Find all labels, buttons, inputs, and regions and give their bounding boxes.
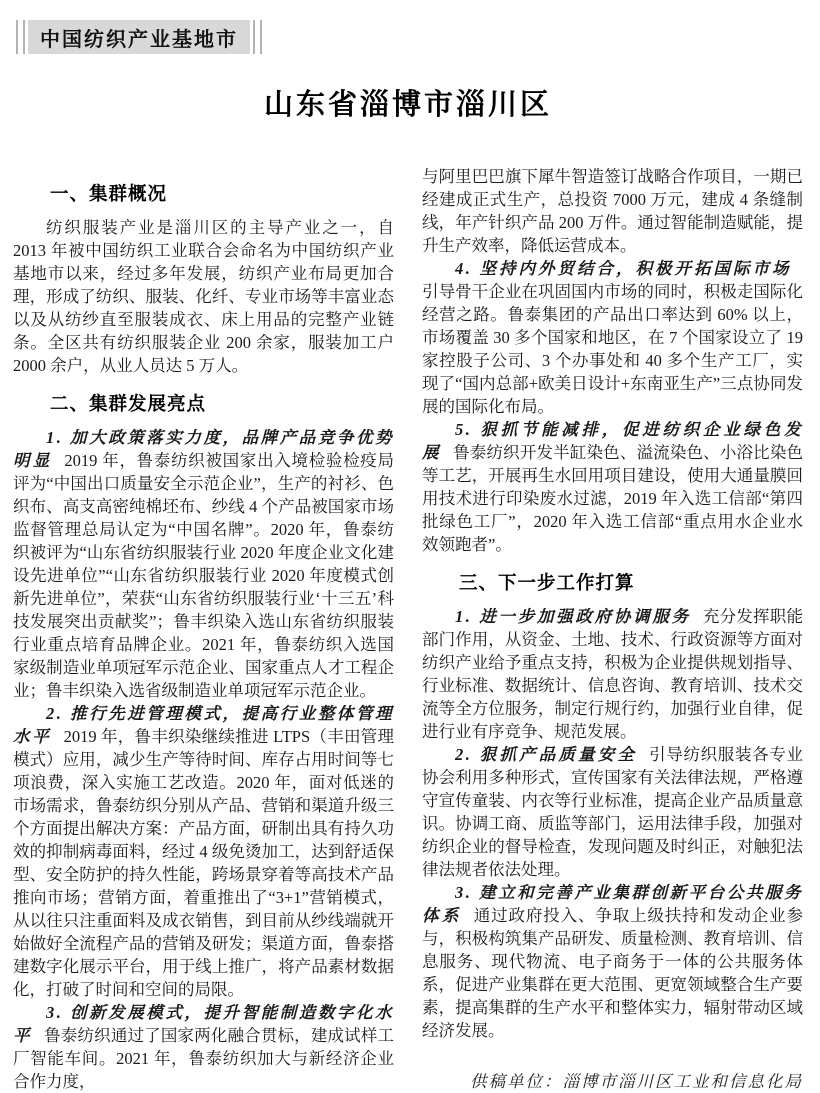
paragraph-text: 纺织服装产业是淄川区的主导产业之一，自 2013 年被中国纺织工业联合会命名为中国纺织产业基地市以来，经过多年发展，纺织产业布局更加合理，形成了纺织、服装、化纤、专业市场等丰富业态以及从纺纱直至服装成衣、床上用品的完整产业链条。全区共有纺织服装企业 200 余家，服装加工户 2000 余户，从业人员达 5 万人。 bbox=[13, 218, 394, 375]
paragraph bbox=[422, 743, 803, 881]
item-heading: 2. 推行先进管理模式，提高行业整体管理水平 bbox=[13, 704, 394, 746]
paragraph-text: 引导骨干企业在巩固国内市场的同时，积极走国际化经营之路。鲁泰集团的产品出口率达到 60% 以上，市场覆盖 30 多个国家和地区，在 7 个国家设立了 19 家控股子公司、3 个办事处和 40 多个生产工厂，实现了“国内总部+欧美日设计+东南亚生产”三点协同发展的国际化布局。 bbox=[422, 282, 803, 416]
series-badge-label: 中国纺织产业基地市 bbox=[28, 20, 250, 54]
paragraph-text: 与阿里巴巴旗下犀牛智造签订战略合作项目，一期已经建成正式生产，总投资 7000 万元，建成 4 条缝制线，年产针织产品 200 万件。通过智能制造赋能，提升生产效率，降低运营成本。 bbox=[422, 167, 803, 255]
section-heading: 一、集群概况 bbox=[50, 183, 168, 204]
paragraph-text: 2019 年，鲁丰织染继续推进 LTPS（丰田管理模式）应用，减少生产等待时间、库存占用时间等七项浪费，深入实施工艺改造。2020 年，面对低迷的市场需求，鲁泰纺织分别从产品、营销和渠道升级三个方面提出解决方案：产品方面，研制出具有持久功效的抑制病毒面料，经过 4 级免烫加工，达到舒适保型、安全防护的持久性能，跨场景穿着等高技术产品推向市场；营销方面，着重推出了“3+1”营销模式，从以往只注重面料及成衣销售，到目前从纱线端就开始做好全流程产品的营销及研发；渠道方面，鲁泰搭建数字化展示平台，用于线上推广，将产品素材数据化，打破了时间和空间的局限。 bbox=[13, 727, 395, 999]
series-badge bbox=[13, 20, 803, 54]
paragraph bbox=[422, 881, 803, 1042]
paragraph-text: 充分发挥职能部门作用，从资金、土地、技术、行政资源等方面对纺织产业给予重点支持，积极为企业提供规划指导、行业标准、数据统计、信息咨询、教育培训、技术交流等全方位服务，制定行规行约，加强行业自律，促进行业有序竞争、规范发展。 bbox=[422, 607, 804, 741]
paragraph-text: 鲁泰纺织开发半缸染色、溢流染色、小浴比染色等工艺，开展再生水回用项目建设，使用大通量膜回用技术进行印染废水过滤，2019 年入选工信部“第四批绿色工厂”，2020 年入选工信部“重点用水企业水效领跑者”。 bbox=[422, 443, 804, 554]
paragraph bbox=[422, 257, 803, 418]
paragraph bbox=[422, 165, 803, 257]
item-heading: 3. 建立和完善产业集群创新平台公共服务体系 bbox=[422, 883, 803, 925]
paragraph-text: 2019 年，鲁泰纺织被国家出入境检验检疫局评为“中国出口质量安全示范企业”，生产的衬衫、色织布、高支高密纯棉坯布、纱线 4 个产品被国家市场监督管理总局认定为“中国名牌”。2020 年，鲁泰纺织被评为“山东省纺织服装行业 2020 年度企业文化建设先进单位”“山东省纺织服装行业 2020 年度模式创新先进单位”，荣获“山东省纺织服装行业‘十三五’科技发展突出贡献奖”；鲁丰织染入选山东省纺织服装行业重点培育品牌企业。2021 年，鲁泰纺织入选国家级制造业单项冠军示范企业、国家重点人才工程企业；鲁丰织染入选省级制造业单项冠军示范企业。 bbox=[13, 451, 395, 700]
item-heading: 2. 狠抓产品质量安全 bbox=[455, 745, 638, 764]
paragraph bbox=[422, 418, 803, 556]
item-heading: 5. 狠抓节能减排，促进纺织企业绿色发展 bbox=[422, 420, 803, 462]
item-heading: 4. 坚持内外贸结合，积极开拓国际市场 bbox=[455, 259, 791, 278]
badge-rule-left bbox=[16, 20, 25, 54]
paragraph bbox=[13, 702, 394, 1001]
section-heading: 三、下一步工作打算 bbox=[459, 572, 635, 593]
page-title: 山东省淄博市淄川区 bbox=[263, 89, 552, 121]
contributor-line: 供稿单位：淄博市淄川区工业和信息化局 bbox=[470, 1072, 803, 1091]
badge-rule-right bbox=[253, 20, 262, 54]
section-heading: 二、集群发展亮点 bbox=[50, 393, 207, 414]
paragraph-text: 通过政府投入、争取上级扶持和发动企业参与，积极构筑集产品研发、质量检测、教育培训、信息服务、现代物流、电子商务于一体的公共服务体系，促进产业集群在更大范围、更宽领域整合生产要素，提高集群的生产水平和整体实力，辐射带动区域经济发展。 bbox=[422, 906, 803, 1040]
paragraph bbox=[13, 1001, 394, 1093]
paragraph-text: 引导纺织服装各专业协会利用多种形式，宣传国家有关法律法规，严格遵守宣传童装、内衣等行业标准，提高企业产品质量意识。协调工商、质监等部门，运用法律手段，加强对纺织企业的督导检查，发现问题及时纠正，对触犯法律法规者依法处理。 bbox=[422, 745, 804, 879]
two-column-body bbox=[13, 165, 803, 1093]
right-column bbox=[422, 165, 803, 1093]
item-heading: 1. 进一步加强政府协调服务 bbox=[455, 607, 691, 626]
paragraph bbox=[13, 216, 394, 377]
left-column bbox=[13, 165, 394, 1093]
item-heading: 3. 创新发展模式，提升智能制造数字化水平 bbox=[13, 1003, 394, 1045]
paragraph bbox=[422, 605, 803, 743]
paragraph-text: 鲁泰纺织通过了国家两化融合贯标，建成试样工厂智能车间。2021 年，鲁泰纺织加大与新经济企业合作力度， bbox=[13, 1026, 395, 1091]
paragraph bbox=[13, 426, 394, 702]
item-heading: 1. 加大政策落实力度，品牌产品竞争优势明显 bbox=[13, 428, 394, 470]
